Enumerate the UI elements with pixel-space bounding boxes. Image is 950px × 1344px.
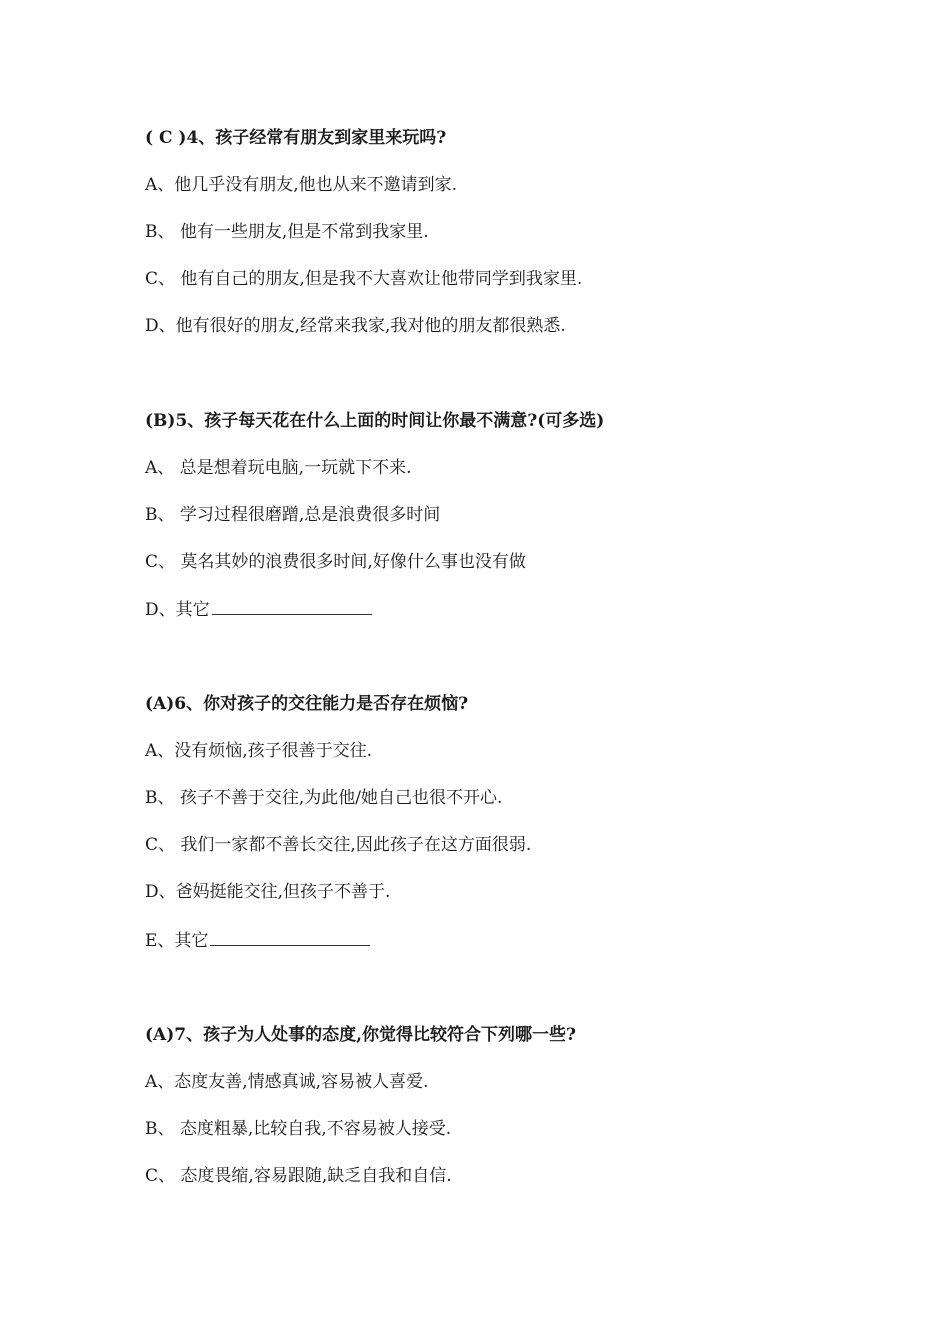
q4-option-c: C、 他有自己的朋友,但是我不大喜欢让他带同学到我家里. — [145, 269, 583, 289]
fill-in-blank — [210, 929, 370, 946]
q5-option-a: A、 总是想着玩电脑,一玩就下不来. — [145, 458, 412, 478]
q6-option-c: C、 我们一家都不善长交往,因此孩子在这方面很弱. — [145, 835, 532, 855]
q4-option-b: B、 他有一些朋友,但是不常到我家里. — [145, 222, 429, 242]
q4-option-d: D、他有很好的朋友,经常来我家,我对他的朋友都很熟悉. — [145, 316, 566, 336]
q5-option-d-label: D、其它 — [145, 600, 210, 620]
question-6: (A)6、你对孩子的交往能力是否存在烦恼? — [145, 694, 469, 714]
q4-option-a: A、他几乎没有朋友,他也从来不邀请到家. — [145, 175, 458, 195]
q7-option-a: A、态度友善,情感真诚,容易被人喜爱. — [145, 1072, 429, 1092]
fill-in-blank — [212, 598, 372, 615]
q6-option-e — [145, 929, 370, 952]
q5-option-b: B、 学习过程很磨蹭,总是浪费很多时间 — [145, 505, 441, 525]
question-4: ( C )4、孩子经常有朋友到家里来玩吗? — [145, 128, 447, 148]
question-5: (B)5、孩子每天花在什么上面的时间让你最不满意?(可多选) — [145, 411, 605, 431]
question-7: (A)7、孩子为人处事的态度,你觉得比较符合下列哪一些? — [145, 1025, 576, 1045]
q6-option-d: D、爸妈挺能交往,但孩子不善于. — [145, 882, 391, 902]
q7-option-b: B、 态度粗暴,比较自我,不容易被人接受. — [145, 1119, 452, 1139]
q5-option-d — [145, 598, 372, 621]
q6-option-a: A、没有烦恼,孩子很善于交往. — [145, 741, 373, 761]
q7-option-c: C、 态度畏缩,容易跟随,缺乏自我和自信. — [145, 1166, 452, 1186]
q6-option-e-label: E、其它 — [145, 931, 209, 951]
q6-option-b: B、 孩子不善于交往,为此他/她自己也很不开心. — [145, 788, 503, 808]
q5-option-c: C、 莫名其妙的浪费很多时间,好像什么事也没有做 — [145, 552, 526, 572]
